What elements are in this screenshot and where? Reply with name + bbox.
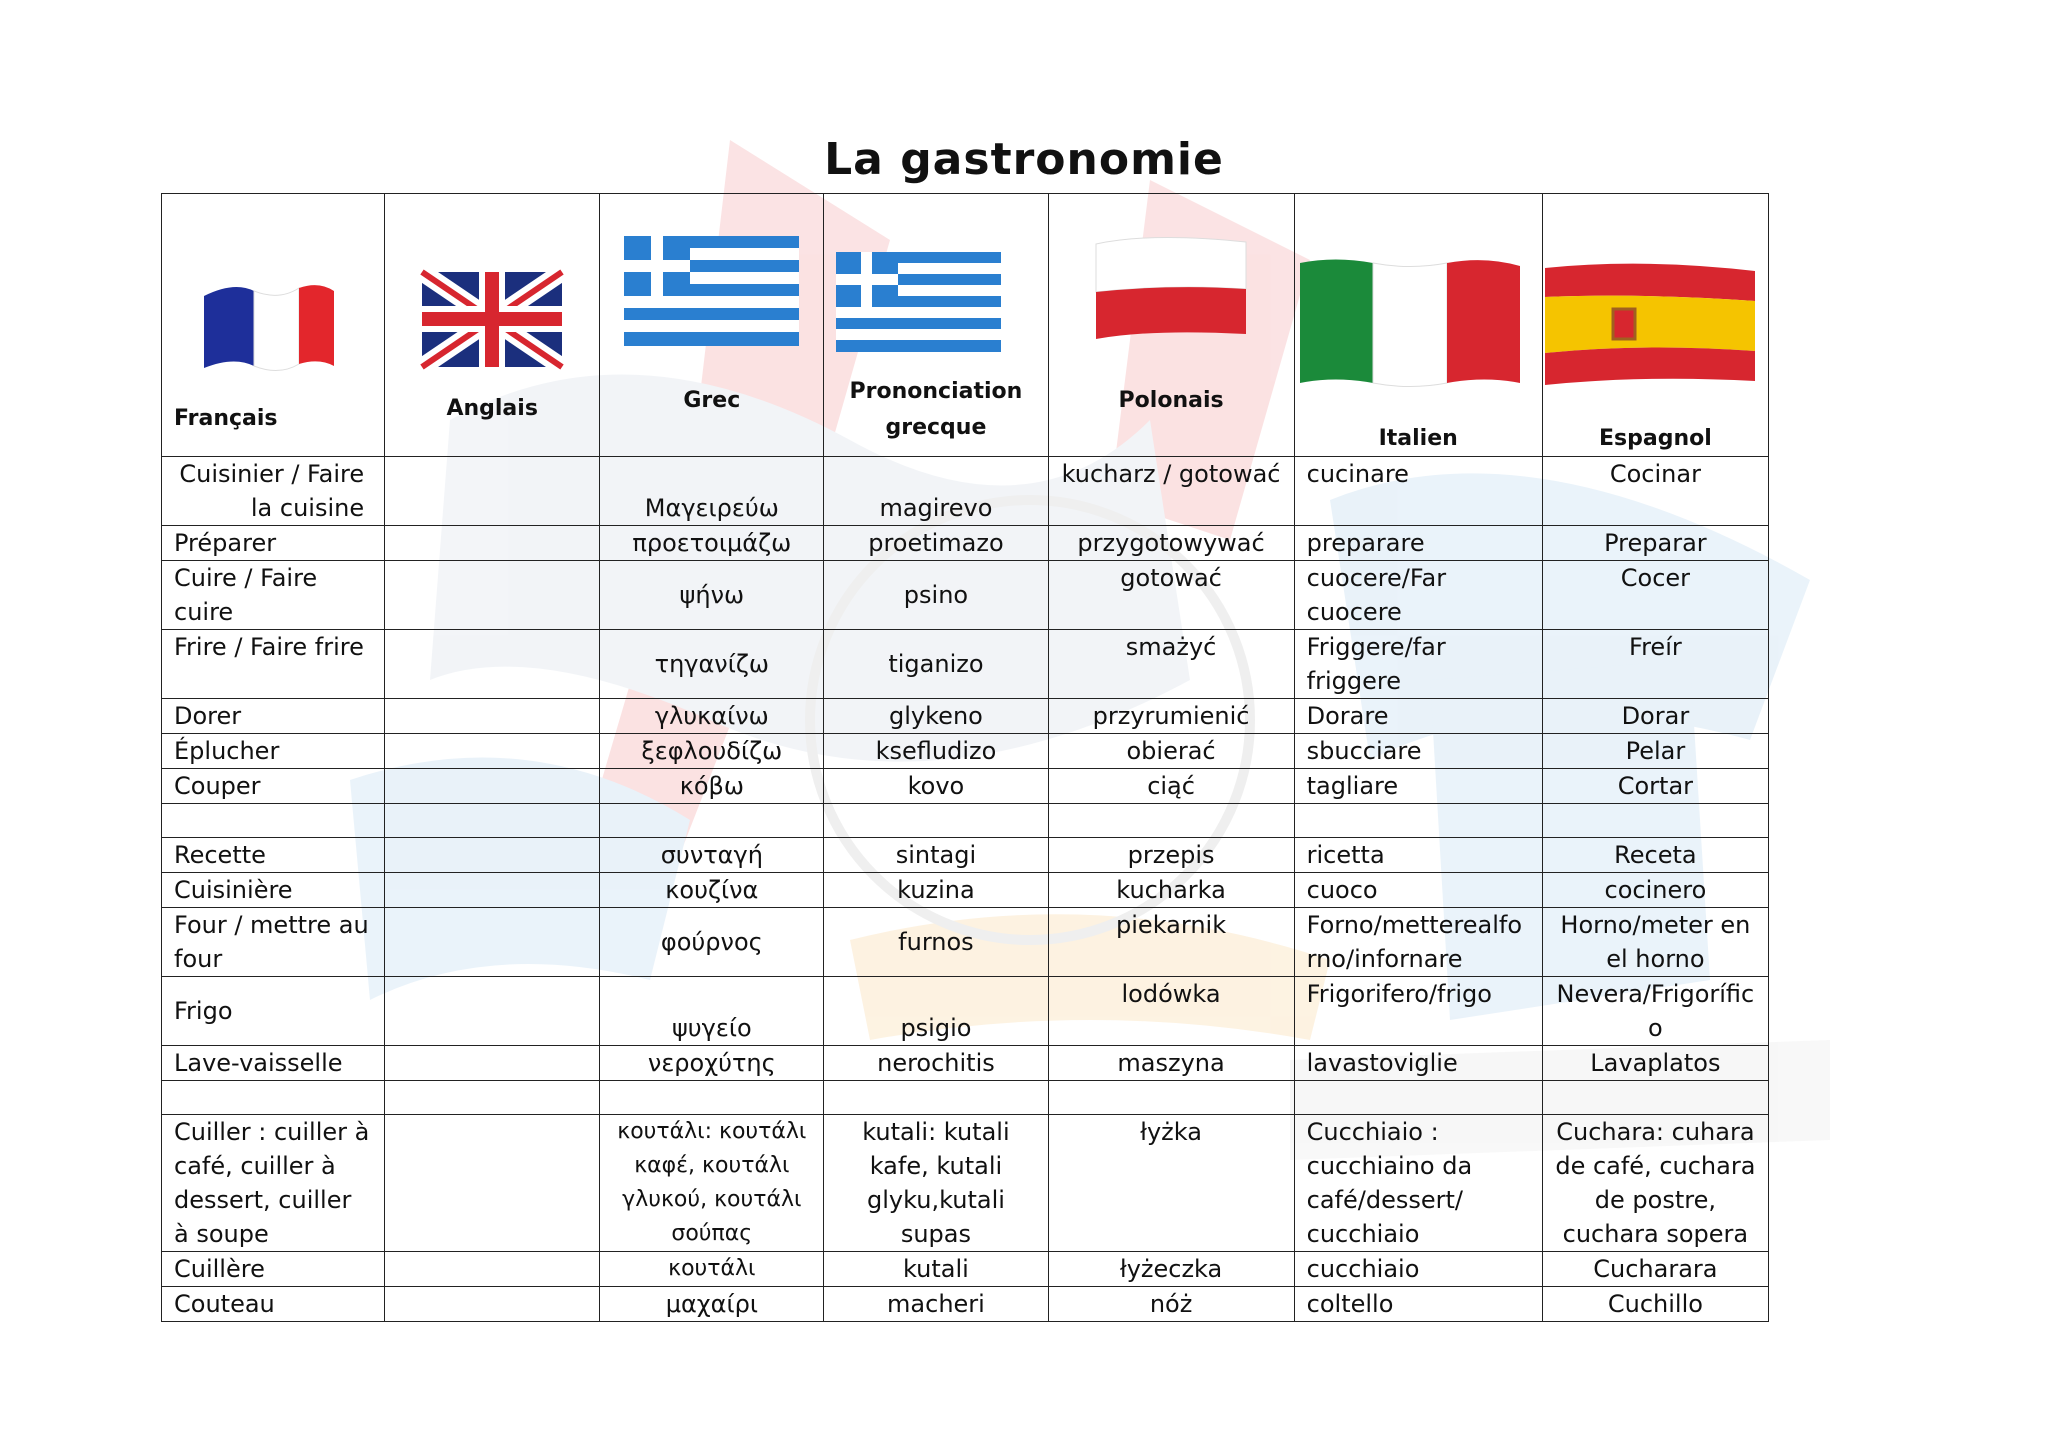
cell-spanish [1542,804,1768,838]
cell-italian: sbucciare [1294,734,1542,769]
cell-french [162,804,385,838]
cell-greek: κουτάλι [600,1252,824,1287]
greek-flag-icon [836,252,1001,352]
cell-english [385,769,600,804]
cell-greek: ψυγείο [600,977,824,1046]
cell-polish: przygotowywać [1048,526,1294,561]
cell-english [385,1081,600,1115]
cell-english [385,908,600,977]
table-row [162,873,1769,908]
cell-english [385,838,600,873]
cell-polish: lodówka [1048,977,1294,1046]
table-row [162,561,1769,630]
header-italian [1294,194,1542,457]
cell-english [385,873,600,908]
header-english-label: Anglais [446,396,538,421]
header-polish [1048,194,1294,457]
cell-greek-pronunciation: kuzina [824,873,1048,908]
cell-greek: προετοιμάζω [600,526,824,561]
table-row [162,769,1769,804]
cell-spanish: Cocer [1542,561,1768,630]
cell-spanish: Receta [1542,838,1768,873]
header-spanish [1542,194,1768,457]
cell-spanish: Preparar [1542,526,1768,561]
cell-greek-pronunciation: psino [824,561,1048,630]
header-greek [600,194,824,457]
cell-polish [1048,804,1294,838]
cell-italian: cuocere/Far cuocere [1294,561,1542,630]
cell-spanish: Cuchara: cuhara de café, cuchara de postre, cuchara sopera [1542,1115,1768,1252]
cell-greek: φούρνος [600,908,824,977]
cell-greek-pronunciation: macheri [824,1287,1048,1322]
cell-french: Cuisinier / Faire la cuisine [162,457,385,526]
page-title: La gastronomie [824,134,1224,185]
table-row [162,838,1769,873]
cell-polish: łyżka [1048,1115,1294,1252]
cell-english [385,561,600,630]
header-english [385,194,600,457]
cell-italian [1294,1081,1542,1115]
table-row [162,908,1769,977]
table-row [162,734,1769,769]
cell-greek [600,804,824,838]
header-greek-label: Grec [683,388,741,413]
cell-polish [1048,1081,1294,1115]
cell-spanish: Cuchillo [1542,1287,1768,1322]
cell-italian: Forno/metterealforno/infornare [1294,908,1542,977]
table-row [162,1115,1769,1252]
cell-french: Cuisinière [162,873,385,908]
cell-spanish: cocinero [1542,873,1768,908]
cell-polish: łyżeczka [1048,1252,1294,1287]
cell-greek-pronunciation: sintagi [824,838,1048,873]
cell-greek-pronunciation: nerochitis [824,1046,1048,1081]
cell-greek: κόβω [600,769,824,804]
spacer-row [162,804,1769,838]
cell-greek-pronunciation: kovo [824,769,1048,804]
cell-spanish: Dorar [1542,699,1768,734]
cell-greek-pronunciation: furnos [824,908,1048,977]
cell-greek-pronunciation: tiganizo [824,630,1048,699]
cell-english [385,457,600,526]
cell-english [385,526,600,561]
cell-polish: gotować [1048,561,1294,630]
header-italian-label: Italien [1378,426,1458,451]
cell-italian: preparare [1294,526,1542,561]
cell-greek: κουζίνα [600,873,824,908]
table-row [162,1046,1769,1081]
cell-polish: przyrumienić [1048,699,1294,734]
cell-english [385,1287,600,1322]
cell-spanish: Pelar [1542,734,1768,769]
cell-greek: κουτάλι: κουτάλι καφέ, κουτάλι γλυκού, κουτάλι σούπας [600,1115,824,1252]
cell-greek: νεροχύτης [600,1046,824,1081]
cell-greek-pronunciation: proetimazo [824,526,1048,561]
cell-italian: cucchiaio [1294,1252,1542,1287]
uk-flag-icon [417,267,567,372]
cell-greek-pronunciation [824,804,1048,838]
cell-polish: smażyć [1048,630,1294,699]
cell-greek: ψήνω [600,561,824,630]
cell-polish: piekarnik [1048,908,1294,977]
cell-greek-pronunciation: kutali: kutali kafe, kutali glyku,kutali supas [824,1115,1048,1252]
vocabulary-table [161,193,1769,1322]
cell-spanish [1542,1081,1768,1115]
table-row [162,526,1769,561]
table-row [162,699,1769,734]
header-greek-pronunciation [824,194,1048,457]
cell-italian: cuoco [1294,873,1542,908]
cell-english [385,1046,600,1081]
cell-polish: maszyna [1048,1046,1294,1081]
cell-french: Dorer [162,699,385,734]
cell-english [385,804,600,838]
cell-polish: ciąć [1048,769,1294,804]
cell-spanish: Cocinar [1542,457,1768,526]
header-french-label: Français [174,406,278,431]
cell-french: Cuiller : cuiller à café, cuiller à dessert, cuiller à soupe [162,1115,385,1252]
cell-italian: ricetta [1294,838,1542,873]
cell-italian: Cucchiaio : cucchiaino da café/dessert/ cucchiaio [1294,1115,1542,1252]
cell-spanish: Lavaplatos [1542,1046,1768,1081]
header-spanish-label: Espagnol [1598,426,1712,451]
cell-italian: Dorare [1294,699,1542,734]
cell-french: Éplucher [162,734,385,769]
cell-french: Préparer [162,526,385,561]
cell-greek: γλυκαίνω [600,699,824,734]
cell-greek-pronunciation: ksefludizo [824,734,1048,769]
cell-italian [1294,804,1542,838]
cell-french: Lave-vaisselle [162,1046,385,1081]
cell-spanish: Horno/meter en el horno [1542,908,1768,977]
cell-french [162,1081,385,1115]
cell-spanish: Nevera/Frigorífico [1542,977,1768,1046]
cell-greek: συνταγή [600,838,824,873]
cell-english [385,977,600,1046]
cell-english [385,699,600,734]
cell-greek-pronunciation: kutali [824,1252,1048,1287]
cell-greek: τηγανίζω [600,630,824,699]
cell-spanish: Freír [1542,630,1768,699]
header-greek-pronunciation-label: Prononciation grecque [849,379,1023,440]
cell-french: Four / mettre au four [162,908,385,977]
french-flag-icon [194,276,344,376]
cell-spanish: Cucharara [1542,1252,1768,1287]
cell-french: Frigo [162,977,385,1046]
header-polish-label: Polonais [1118,388,1224,413]
cell-polish: nóż [1048,1287,1294,1322]
table-row [162,630,1769,699]
cell-spanish: Cortar [1542,769,1768,804]
cell-italian: coltello [1294,1287,1542,1322]
cell-italian: Frigorifero/frigo [1294,977,1542,1046]
cell-french: Cuillère [162,1252,385,1287]
header-row [162,194,1769,457]
table-row [162,1287,1769,1322]
spacer-row [162,1081,1769,1115]
cell-english [385,734,600,769]
cell-italian: lavastoviglie [1294,1046,1542,1081]
italian-flag-icon [1295,258,1525,388]
cell-english [385,630,600,699]
cell-italian: tagliare [1294,769,1542,804]
table-row [162,1252,1769,1287]
cell-english [385,1252,600,1287]
spanish-flag-icon [1543,263,1758,388]
table-row [162,457,1769,526]
cell-greek-pronunciation: glykeno [824,699,1048,734]
cell-italian: cucinare [1294,457,1542,526]
cell-greek-pronunciation [824,1081,1048,1115]
cell-french: Couper [162,769,385,804]
cell-polish: kucharz / gotować [1048,457,1294,526]
polish-flag-icon [1091,234,1251,344]
cell-english [385,1115,600,1252]
cell-greek: ξεφλουδίζω [600,734,824,769]
cell-greek: μαχαίρι [600,1287,824,1322]
header-french [162,194,385,457]
cell-greek [600,1081,824,1115]
cell-french: Couteau [162,1287,385,1322]
greek-flag-icon [624,236,799,346]
cell-french: Frire / Faire frire [162,630,385,699]
cell-polish: przepis [1048,838,1294,873]
cell-french: Cuire / Faire cuire [162,561,385,630]
cell-polish: obierać [1048,734,1294,769]
cell-italian: Friggere/far friggere [1294,630,1542,699]
cell-french: Recette [162,838,385,873]
cell-greek: Μαγειρεύω [600,457,824,526]
cell-greek-pronunciation: psigio [824,977,1048,1046]
cell-greek-pronunciation: magirevo [824,457,1048,526]
cell-polish: kucharka [1048,873,1294,908]
table-row [162,977,1769,1046]
